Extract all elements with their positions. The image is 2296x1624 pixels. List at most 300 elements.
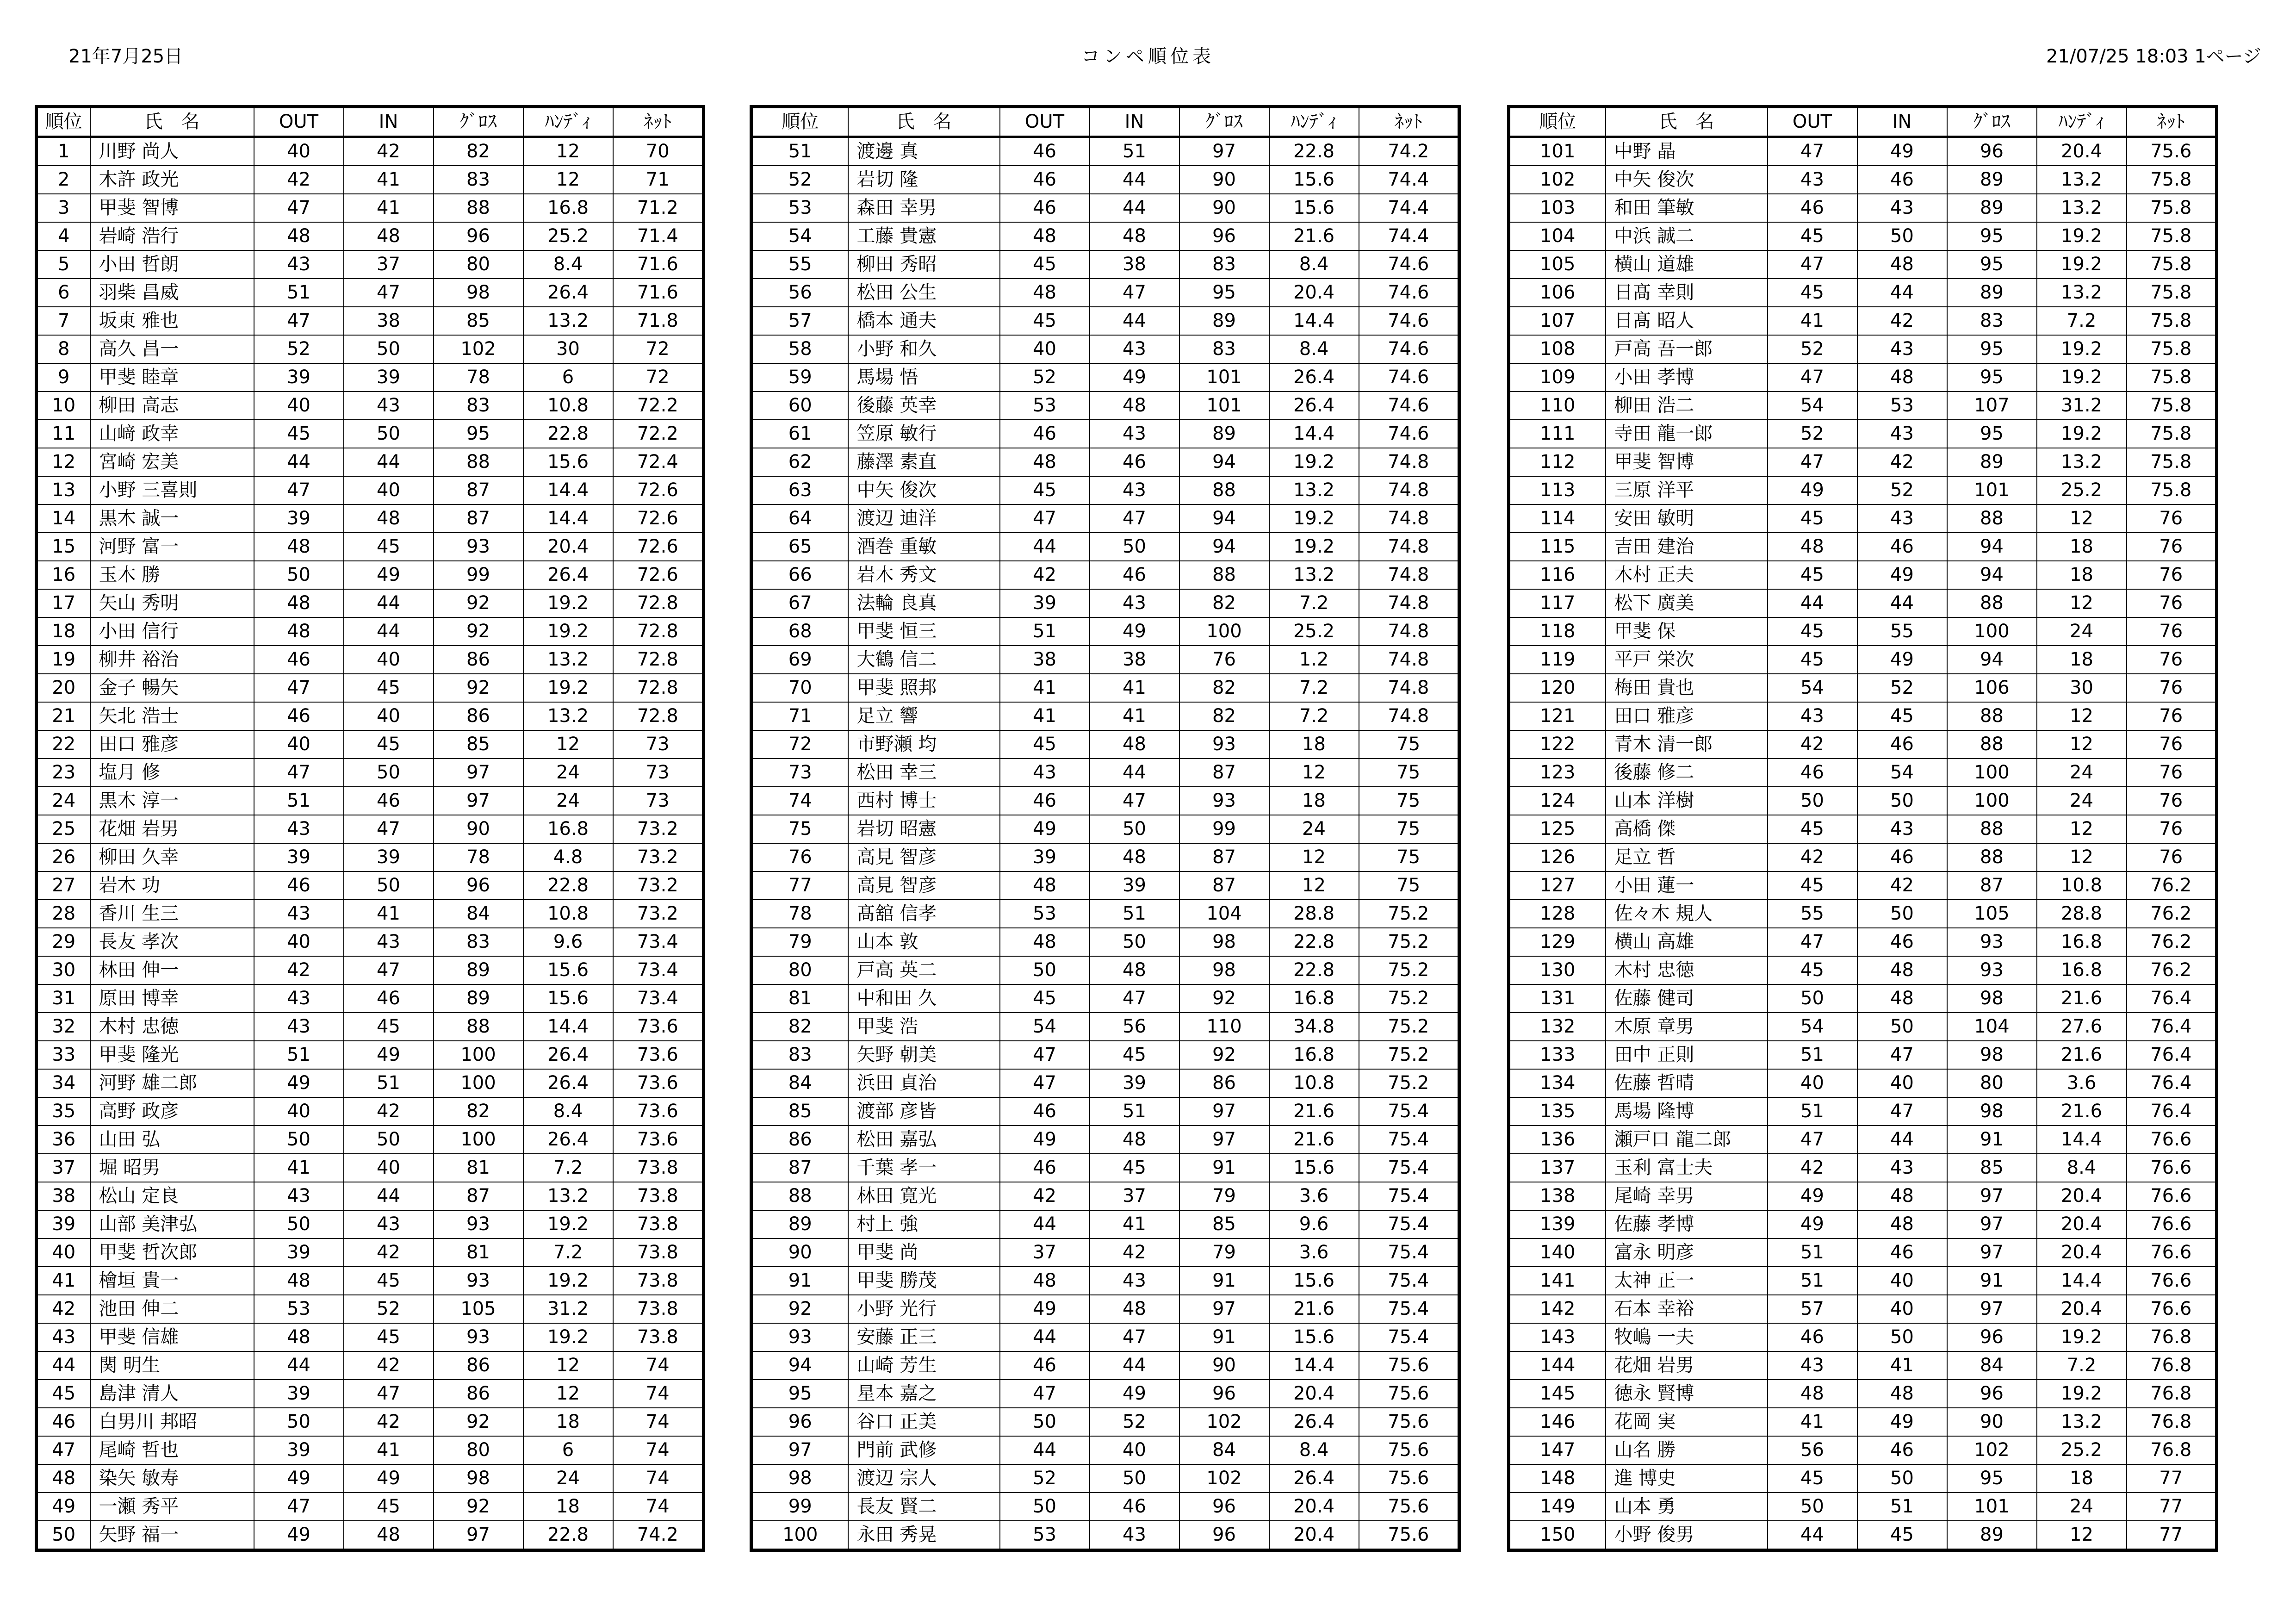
in-cell: 43: [1090, 476, 1179, 504]
rank-cell: 134: [1509, 1069, 1606, 1097]
in-cell: 44: [344, 448, 434, 476]
gross-cell: 91: [1179, 1323, 1269, 1351]
table-row: [1509, 420, 2217, 448]
out-cell: 52: [1000, 363, 1090, 392]
rank-cell: 6: [37, 279, 90, 307]
table-row: [751, 533, 1459, 561]
gross-cell: 104: [1947, 1013, 2037, 1041]
name-cell: 山崎 芳生: [848, 1351, 1000, 1380]
rank-cell: 125: [1509, 815, 1606, 843]
net-cell: 71.6: [613, 250, 704, 279]
out-cell: 43: [254, 250, 344, 279]
name-cell: 高久 昌一: [90, 335, 254, 363]
handicap-cell: 19.2: [1269, 448, 1359, 476]
out-header: OUT: [1000, 107, 1090, 137]
name-cell: 玉利 富士夫: [1606, 1154, 1768, 1182]
name-cell: 谷口 正美: [848, 1408, 1000, 1436]
name-cell: 塩月 修: [90, 759, 254, 787]
handicap-cell: 19.2: [1269, 533, 1359, 561]
gross-cell: 83: [1179, 335, 1269, 363]
gross-cell: 84: [1947, 1351, 2037, 1380]
handicap-cell: 13.2: [2037, 448, 2127, 476]
out-cell: 43: [1000, 759, 1090, 787]
name-cell: 柳田 高志: [90, 392, 254, 420]
rank-cell: 98: [751, 1464, 848, 1493]
handicap-cell: 3.6: [2037, 1069, 2127, 1097]
out-cell: 49: [1000, 1126, 1090, 1154]
table-row: [751, 1464, 1459, 1493]
rank-cell: 51: [751, 137, 848, 166]
name-cell: 金子 暢矢: [90, 674, 254, 702]
rank-cell: 126: [1509, 843, 1606, 871]
name-cell: 甲斐 尚: [848, 1238, 1000, 1267]
rank-cell: 148: [1509, 1464, 1606, 1493]
out-cell: 51: [254, 787, 344, 815]
net-cell: 74: [613, 1436, 704, 1464]
table-row: [1509, 815, 2217, 843]
name-cell: 白男川 邦昭: [90, 1408, 254, 1436]
name-cell: 尾崎 幸男: [1606, 1182, 1768, 1210]
name-cell: 柳田 久幸: [90, 843, 254, 871]
name-cell: 花岡 実: [1606, 1408, 1768, 1436]
in-cell: 41: [344, 900, 434, 928]
table-row: [37, 1380, 704, 1408]
out-cell: 47: [1768, 448, 1857, 476]
table-row: [751, 646, 1459, 674]
out-cell: 47: [1768, 363, 1857, 392]
name-cell: 中矢 俊次: [1606, 166, 1768, 194]
handicap-cell: 16.8: [523, 194, 613, 222]
handicap-cell: 26.4: [523, 1041, 613, 1069]
handicap-cell: 13.2: [2037, 166, 2127, 194]
table-row: [1509, 928, 2217, 956]
net-cell: 75.8: [2127, 307, 2217, 335]
net-cell: 73.8: [613, 1210, 704, 1238]
handicap-cell: 19.2: [523, 617, 613, 646]
in-cell: 49: [1857, 1408, 1947, 1436]
table-row: [37, 730, 704, 759]
name-cell: 柳田 浩二: [1606, 392, 1768, 420]
rank-cell: 141: [1509, 1267, 1606, 1295]
table-row: [751, 1238, 1459, 1267]
in-cell: 50: [1090, 1464, 1179, 1493]
gross-cell: 88: [434, 1013, 523, 1041]
net-cell: 75.6: [2127, 137, 2217, 166]
handicap-cell: 13.2: [2037, 1408, 2127, 1436]
in-cell: 48: [1857, 1210, 1947, 1238]
handicap-cell: 12: [2037, 1521, 2127, 1550]
handicap-cell: 22.8: [523, 871, 613, 900]
out-cell: 48: [254, 589, 344, 617]
rank-cell: 81: [751, 984, 848, 1013]
rank-cell: 23: [37, 759, 90, 787]
in-cell: 40: [1857, 1295, 1947, 1323]
handicap-header: ﾊﾝﾃﾞｨ: [2037, 107, 2127, 137]
handicap-cell: 8.4: [1269, 335, 1359, 363]
rank-cell: 93: [751, 1323, 848, 1351]
name-cell: 坂東 雅也: [90, 307, 254, 335]
handicap-cell: 7.2: [2037, 307, 2127, 335]
net-cell: 77: [2127, 1464, 2217, 1493]
table-row: [1509, 702, 2217, 730]
out-cell: 38: [1000, 646, 1090, 674]
rank-cell: 24: [37, 787, 90, 815]
net-cell: 73: [613, 759, 704, 787]
net-cell: 71: [613, 166, 704, 194]
rank-header: 順位: [1509, 107, 1606, 137]
gross-cell: 98: [434, 279, 523, 307]
name-cell: 小野 俊男: [1606, 1521, 1768, 1550]
name-cell: 羽柴 昌威: [90, 279, 254, 307]
handicap-cell: 20.4: [523, 533, 613, 561]
out-cell: 50: [1768, 984, 1857, 1013]
net-cell: 74: [613, 1493, 704, 1521]
handicap-cell: 12: [2037, 702, 2127, 730]
net-cell: 74.4: [1359, 194, 1459, 222]
rank-cell: 142: [1509, 1295, 1606, 1323]
out-cell: 46: [1000, 787, 1090, 815]
out-cell: 50: [1768, 1493, 1857, 1521]
handicap-cell: 26.4: [1269, 1464, 1359, 1493]
in-cell: 43: [1090, 335, 1179, 363]
table-row: [751, 928, 1459, 956]
rank-cell: 66: [751, 561, 848, 589]
in-cell: 48: [1090, 392, 1179, 420]
handicap-cell: 13.2: [523, 646, 613, 674]
rank-header: 順位: [751, 107, 848, 137]
table-row: [751, 1041, 1459, 1069]
gross-cell: 78: [434, 363, 523, 392]
gross-cell: 87: [1179, 871, 1269, 900]
gross-cell: 89: [434, 956, 523, 984]
handicap-cell: 12: [523, 1351, 613, 1380]
out-cell: 43: [254, 1013, 344, 1041]
out-cell: 48: [1000, 928, 1090, 956]
out-cell: 39: [254, 1436, 344, 1464]
in-cell: 50: [1857, 1013, 1947, 1041]
name-cell: 渡辺 宗人: [848, 1464, 1000, 1493]
table-row: [1509, 533, 2217, 561]
out-cell: 45: [1000, 730, 1090, 759]
name-cell: 中矢 俊次: [848, 476, 1000, 504]
handicap-cell: 10.8: [523, 392, 613, 420]
out-cell: 54: [1768, 392, 1857, 420]
out-cell: 48: [254, 1267, 344, 1295]
gross-cell: 97: [434, 1521, 523, 1550]
rank-cell: 53: [751, 194, 848, 222]
name-cell: 横山 高雄: [1606, 928, 1768, 956]
handicap-cell: 14.4: [2037, 1126, 2127, 1154]
in-cell: 50: [1090, 928, 1179, 956]
handicap-cell: 20.4: [2037, 137, 2127, 166]
net-cell: 76: [2127, 561, 2217, 589]
gross-cell: 101: [1947, 476, 2037, 504]
net-cell: 76.2: [2127, 928, 2217, 956]
gross-cell: 83: [1179, 250, 1269, 279]
name-cell: 牧嶋 一夫: [1606, 1323, 1768, 1351]
rank-cell: 57: [751, 307, 848, 335]
in-cell: 44: [344, 589, 434, 617]
gross-cell: 93: [1947, 956, 2037, 984]
handicap-cell: 27.6: [2037, 1013, 2127, 1041]
net-cell: 75: [1359, 759, 1459, 787]
in-cell: 48: [344, 222, 434, 250]
gross-cell: 87: [434, 476, 523, 504]
handicap-cell: 18: [1269, 787, 1359, 815]
name-cell: 渡辺 迪洋: [848, 504, 1000, 533]
net-cell: 75.6: [1359, 1493, 1459, 1521]
rank-cell: 44: [37, 1351, 90, 1380]
handicap-cell: 21.6: [2037, 1041, 2127, 1069]
net-cell: 75.4: [1359, 1182, 1459, 1210]
handicap-cell: 25.2: [2037, 476, 2127, 504]
gross-cell: 110: [1179, 1013, 1269, 1041]
rank-cell: 131: [1509, 984, 1606, 1013]
name-cell: 甲斐 勝茂: [848, 1267, 1000, 1295]
name-cell: 寺田 龍一郎: [1606, 420, 1768, 448]
handicap-cell: 3.6: [1269, 1182, 1359, 1210]
table-row: [1509, 1267, 2217, 1295]
handicap-cell: 26.4: [523, 1126, 613, 1154]
in-cell: 50: [1857, 787, 1947, 815]
net-cell: 74: [613, 1408, 704, 1436]
name-cell: 梅田 貴也: [1606, 674, 1768, 702]
gross-cell: 100: [434, 1126, 523, 1154]
gross-cell: 90: [1179, 194, 1269, 222]
table-row: [37, 137, 704, 166]
net-cell: 73.2: [613, 815, 704, 843]
net-cell: 72.8: [613, 589, 704, 617]
in-cell: 46: [344, 787, 434, 815]
name-cell: 関 明生: [90, 1351, 254, 1380]
table-row: [751, 787, 1459, 815]
in-cell: 46: [1857, 533, 1947, 561]
net-cell: 75.8: [2127, 222, 2217, 250]
rank-cell: 117: [1509, 589, 1606, 617]
net-cell: 76.2: [2127, 956, 2217, 984]
table-row: [1509, 1069, 2217, 1097]
net-cell: 75.4: [1359, 1154, 1459, 1182]
in-cell: 50: [1857, 900, 1947, 928]
table-row: [37, 363, 704, 392]
handicap-cell: 13.2: [523, 1182, 613, 1210]
handicap-cell: 28.8: [1269, 900, 1359, 928]
net-cell: 72: [613, 363, 704, 392]
name-cell: 笠原 敏行: [848, 420, 1000, 448]
gross-cell: 95: [1947, 250, 2037, 279]
name-cell: 後藤 英幸: [848, 392, 1000, 420]
table-row: [37, 1182, 704, 1210]
name-cell: 森田 幸男: [848, 194, 1000, 222]
net-cell: 76.8: [2127, 1380, 2217, 1408]
name-cell: 松下 廣美: [1606, 589, 1768, 617]
net-cell: 74.6: [1359, 363, 1459, 392]
in-cell: 41: [1090, 1210, 1179, 1238]
net-cell: 74.4: [1359, 166, 1459, 194]
net-cell: 76: [2127, 674, 2217, 702]
table-row: [751, 843, 1459, 871]
in-cell: 48: [344, 504, 434, 533]
in-cell: 52: [344, 1295, 434, 1323]
in-cell: 38: [344, 307, 434, 335]
in-cell: 43: [1857, 815, 1947, 843]
rank-cell: 80: [751, 956, 848, 984]
name-cell: 岩切 隆: [848, 166, 1000, 194]
in-cell: 38: [1090, 250, 1179, 279]
name-cell: 黒木 誠一: [90, 504, 254, 533]
gross-cell: 90: [1179, 166, 1269, 194]
in-cell: 43: [344, 928, 434, 956]
rank-cell: 128: [1509, 900, 1606, 928]
name-cell: 河野 雄二郎: [90, 1069, 254, 1097]
in-cell: 46: [1857, 730, 1947, 759]
in-cell: 45: [1857, 702, 1947, 730]
handicap-cell: 12: [1269, 843, 1359, 871]
in-cell: 48: [1857, 1182, 1947, 1210]
gross-cell: 93: [434, 533, 523, 561]
gross-cell: 101: [1947, 1493, 2037, 1521]
name-cell: 矢北 浩士: [90, 702, 254, 730]
table-row: [37, 420, 704, 448]
name-cell: 高野 政彦: [90, 1097, 254, 1126]
table-row: [1509, 871, 2217, 900]
out-cell: 48: [254, 222, 344, 250]
name-cell: 木村 忠徳: [1606, 956, 1768, 984]
rank-cell: 94: [751, 1351, 848, 1380]
handicap-cell: 7.2: [523, 1154, 613, 1182]
net-header: ﾈｯﾄ: [1359, 107, 1459, 137]
rank-cell: 112: [1509, 448, 1606, 476]
handicap-cell: 7.2: [2037, 1351, 2127, 1380]
out-cell: 49: [1768, 1182, 1857, 1210]
in-cell: 49: [344, 1041, 434, 1069]
name-cell: 日髙 幸則: [1606, 279, 1768, 307]
in-cell: 48: [1857, 1380, 1947, 1408]
name-cell: 足立 哲: [1606, 843, 1768, 871]
in-cell: 49: [1090, 1380, 1179, 1408]
rank-cell: 30: [37, 956, 90, 984]
in-cell: 46: [1090, 448, 1179, 476]
rank-cell: 20: [37, 674, 90, 702]
net-cell: 72: [613, 335, 704, 363]
net-header: ﾈｯﾄ: [613, 107, 704, 137]
in-cell: 39: [1090, 871, 1179, 900]
in-cell: 46: [1857, 843, 1947, 871]
in-cell: 42: [1857, 448, 1947, 476]
gross-cell: 94: [1947, 533, 2037, 561]
table-row: [37, 166, 704, 194]
header-row: [751, 107, 1459, 137]
out-cell: 53: [1000, 1521, 1090, 1550]
net-cell: 73.4: [613, 984, 704, 1013]
in-cell: 45: [1857, 1521, 1947, 1550]
name-cell: 高見 智彦: [848, 843, 1000, 871]
out-cell: 51: [1768, 1238, 1857, 1267]
name-cell: 山名 勝: [1606, 1436, 1768, 1464]
out-cell: 43: [1768, 1351, 1857, 1380]
net-cell: 74: [613, 1464, 704, 1493]
gross-cell: 94: [1179, 504, 1269, 533]
name-cell: 河野 富一: [90, 533, 254, 561]
table-row: [1509, 674, 2217, 702]
name-cell: 青木 清一郎: [1606, 730, 1768, 759]
rank-cell: 127: [1509, 871, 1606, 900]
gross-cell: 101: [1179, 392, 1269, 420]
handicap-cell: 12: [2037, 504, 2127, 533]
out-cell: 48: [1000, 448, 1090, 476]
out-cell: 45: [1768, 1464, 1857, 1493]
handicap-cell: 15.6: [1269, 1323, 1359, 1351]
handicap-cell: 24: [2037, 759, 2127, 787]
out-cell: 48: [254, 1323, 344, 1351]
gross-cell: 100: [434, 1069, 523, 1097]
out-cell: 40: [254, 1097, 344, 1126]
rank-cell: 34: [37, 1069, 90, 1097]
in-header: IN: [1857, 107, 1947, 137]
name-cell: 岩木 功: [90, 871, 254, 900]
in-cell: 44: [1857, 1126, 1947, 1154]
in-cell: 48: [1090, 1126, 1179, 1154]
gross-header: ｸﾞﾛｽ: [1179, 107, 1269, 137]
table-row: [1509, 335, 2217, 363]
net-cell: 73.6: [613, 1126, 704, 1154]
table-row: [751, 617, 1459, 646]
table-row: [751, 1013, 1459, 1041]
gross-cell: 80: [1947, 1069, 2037, 1097]
name-cell: 佐藤 健司: [1606, 984, 1768, 1013]
handicap-cell: 22.8: [523, 1521, 613, 1550]
table-row: [37, 871, 704, 900]
page-title: コンペ順位表: [1081, 46, 1215, 67]
gross-cell: 90: [1179, 1351, 1269, 1380]
net-cell: 73.6: [613, 1013, 704, 1041]
name-cell: 和田 筆敏: [1606, 194, 1768, 222]
table-row: [1509, 900, 2217, 928]
table-row: [1509, 1436, 2217, 1464]
gross-cell: 89: [1947, 166, 2037, 194]
table-row: [751, 166, 1459, 194]
handicap-cell: 24: [2037, 617, 2127, 646]
name-cell: 堀 昭男: [90, 1154, 254, 1182]
table-row: [37, 335, 704, 363]
rank-cell: 120: [1509, 674, 1606, 702]
net-cell: 72.6: [613, 504, 704, 533]
gross-cell: 89: [1179, 420, 1269, 448]
table-row: [37, 956, 704, 984]
ranking-table-1: [35, 105, 705, 1552]
gross-cell: 80: [434, 250, 523, 279]
rank-cell: 100: [751, 1521, 848, 1550]
out-cell: 51: [1768, 1041, 1857, 1069]
rank-cell: 86: [751, 1126, 848, 1154]
table-row: [751, 194, 1459, 222]
out-cell: 48: [1000, 871, 1090, 900]
out-cell: 45: [1000, 984, 1090, 1013]
name-cell: 染矢 敏寿: [90, 1464, 254, 1493]
in-cell: 47: [344, 815, 434, 843]
name-cell: 平戸 栄次: [1606, 646, 1768, 674]
table-row: [37, 928, 704, 956]
rank-cell: 144: [1509, 1351, 1606, 1380]
gross-cell: 95: [1947, 335, 2037, 363]
gross-cell: 81: [434, 1154, 523, 1182]
handicap-cell: 21.6: [2037, 1097, 2127, 1126]
table-row: [37, 1154, 704, 1182]
net-cell: 77: [2127, 1493, 2217, 1521]
out-cell: 44: [1000, 1436, 1090, 1464]
handicap-cell: 3.6: [1269, 1238, 1359, 1267]
handicap-cell: 19.2: [523, 674, 613, 702]
